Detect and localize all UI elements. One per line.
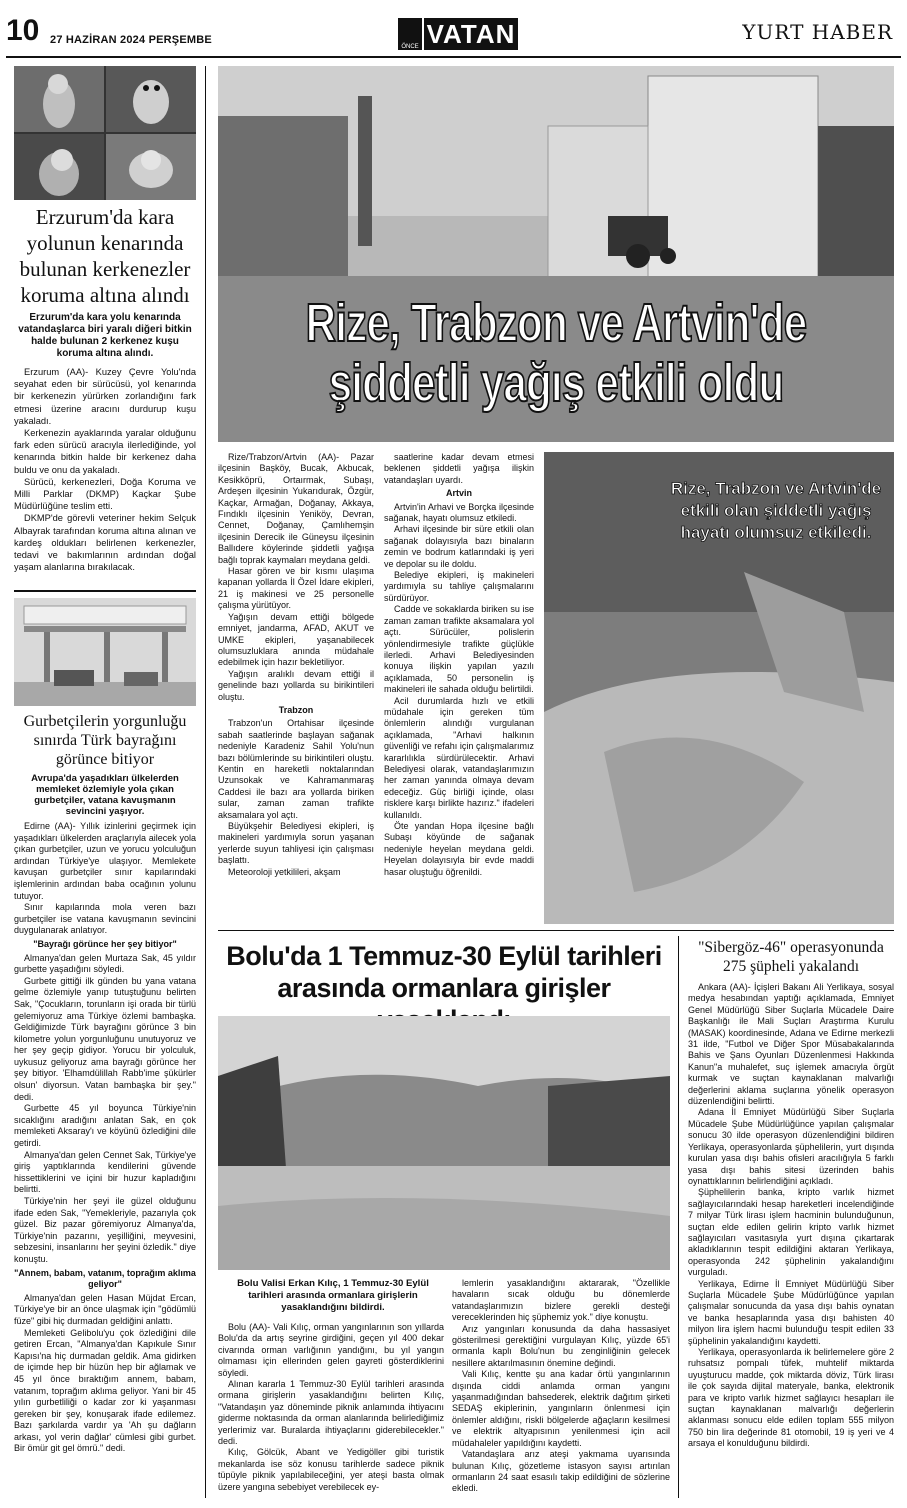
paragraph: Şüphelilerin banka, kripto varlık hizmet sağlayıcılarındaki hesap hareketleri incelendiğinde 7 milyar Türk lirası işlem hacminin bulunduğunun, suçtan elde edilen gelirin kripto varlık hizmet sağlayıcıları vasıtasıyla yurt dışına çıkartarak akladıklarının tespit edildiğini aktaran Yerlikaya, operasyonda 242 şüphelinin yakalandığını vurguladı. bbox=[688, 1187, 894, 1278]
paragraph: Yağışın aralıklı devam ettiği il genelinde bazı yollarda su birikintileri oluştu. bbox=[218, 668, 374, 702]
section-title: YURT HABER bbox=[742, 20, 893, 44]
gurbetci-body bbox=[14, 821, 196, 1455]
sibergoz-title: "Sibergöz-46" operasyonunda 275 şüpheli yakalandı bbox=[698, 939, 884, 975]
paragraph: Hasar gören ve bir kısmı ulaşıma kapanan yollarda İl Özel İdare ekipleri, 21 iş makinesi ve 25 personelle çalışma yürütüyor. bbox=[218, 566, 374, 611]
gurbetci-dek: Avrupa'da yaşadıkları ülkelerden memleket özlemiyle yola çıkan gurbetçiler, vatana kavuşmanın sevincini yaşıyor. bbox=[31, 773, 179, 817]
rize-col-2 bbox=[384, 452, 534, 878]
paragraph: DKMP'de görevli veteriner hekim Selçuk Albayrak tarafından koruma altına alınan ve kardeş oldukları belirlenen kerkenezler, tedavi ve bakımlarının ardından doğal yaşam alanlarına bırakılacak. bbox=[14, 513, 196, 573]
border-gate-photo bbox=[14, 598, 196, 706]
subhead: "Annem, babam, vatanım, toprağım aklıma geliyor" bbox=[14, 1267, 196, 1290]
kestrel-photo bbox=[14, 66, 196, 200]
paragraph: Gurbete gittiği ilk günden bu yana vatana gelme özlemiyle yanıp tutuştuğunu belirten Sak, "Çocukların, torunların işi orada bir türlü gelemiyoruz ama Türkiye özlemi bambaşka. Geldiğimizde Türk bayrağını görünce 3 bin kilometre yolun yorgunluğunu unutuyoruz ve her şey geçip gidiyor. Yorucu bir yolculuk, uykusuz geliyoruz ama bayrağı görünce her şey bitiyor. 'Elhamdülillah Rabb'ime şükürler olsun' diyorsun. Vatan bambaşka bir şey." dedi. bbox=[14, 975, 196, 1102]
paragraph: Vali Kılıç, kentte şu ana kadar örtü yangınlarının dışında ciddi anlamda orman yangını yaşanmadığından bahsederek, elektrik dağıtım şirketi SEDAŞ ekiplerinin, yangınların önlenmesi için önlemler aldığını, riskli bölgelerde ağaçların kesilmesi ve elektrik altyapısının yenilenmesi için acil müdahaleler yapıldığını kaydetti. bbox=[452, 1369, 670, 1448]
mid-rule bbox=[218, 930, 894, 931]
column-divider bbox=[205, 66, 206, 1498]
paragraph: Sürücü, kerkenezleri, Doğa Koruma ve Milli Parklar (DKMP) Kaçkar Şube Müdürlüğüne teslim etti. bbox=[14, 476, 196, 512]
paragraph: Öte yandan Hopa ilçesine bağlı Subaşı köyünde de sağanak nedeniyle heyelan meydana geldi. Heyelan dolayısıyla bir evde maddi hasar oluştuğu öğrenildi. bbox=[384, 821, 534, 877]
bolu-col-2 bbox=[452, 1278, 670, 1495]
gurbetci-title: Gurbetçilerin yorgunluğu sınırda Türk bayrağını görünce bitiyor bbox=[23, 713, 187, 768]
paragraph: Memleketi Gelibolu'yu çok özlediğini dile getiren Ercan, "Almanya'dan Kapıkule Sınır Kapısı'na hiç durmadan geldik. Ama gidirken de içimde hep bir hüzün hep bir ağlamak ve 45 yıl önce bıraktığım annem, babam, vatanım, toprağım aklıma geliyor. Yani bir 45 yılın gurbetliliği o kadar zor ki yaşanması gereken bir şey, konuşarak ifade edilemez. Bazı şarkılarda vardır ya 'Ah şu dağların arkası, yol verin dağlar' cümlesi gibi gurbet. Bir ömür git gel ömrü." dedi. bbox=[14, 1327, 196, 1454]
lake-forest-photo bbox=[218, 1016, 670, 1270]
bolu-headline: Bolu'da 1 Temmuz-30 Eylül tarihleri arasında ormanlara girişler bbox=[226, 941, 662, 1003]
paragraph: Gurbette 45 yıl boyunca Türkiye'nin sıcaklığını aradığını anlatan Sak, en çok memleketi Aksaray'ı ve köyünü özlediğini dile getirdi. bbox=[14, 1103, 196, 1149]
paragraph: lemlerin yasaklandığını aktararak, "Özellikle havaların sıcak olduğu bu dönemlerde vatandaşlarımızın bizlere gerekli desteği vereceklerinden hiç şüphemiz yok." diye konuştu. bbox=[452, 1278, 670, 1323]
right-column-divider bbox=[678, 936, 679, 1498]
newspaper-logo[interactable] bbox=[398, 18, 518, 50]
paragraph: Rize/Trabzon/Artvin (AA)- Pazar ilçesinin Başköy, Bucak, Akbucak, Kesikköprü, Ortaırmak, Subaşı, Ardeşen ilçesinin Yukarıdurak, Özgür, Kaçkar, Armağan, Doğanay, Akkaya, Fındıklı ilçesinin Yeniköy, Devran, Cennet, Doğanay, Çamlıhemşin ilçesinin Derecik ile Güneysu ilçesinin Ballıdere köylerinde şiddetli yağışa bağlı toprak kaymaları meydana geldi. bbox=[218, 452, 374, 565]
bolu-caption: Bolu Valisi Erkan Kılıç, 1 Temmuz-30 Eylül tarihleri arasında ormanlara girişlerin yasaklandığını bildirdi. bbox=[237, 1278, 429, 1313]
sibergoz-body bbox=[688, 982, 894, 1450]
kerkenez-dek: Erzurum'da kara yolu kenarında vatandaşlarca biri yaralı diğeri bitkin halde bulunan 2 kerkenez kuşu koruma altına alındı. bbox=[18, 312, 192, 359]
paragraph: Acil durumlarda hızlı ve etkili müdahale için gereken tüm önlemlerin alındığı vurgulanan açıklamada, "Arhavi halkının güvenliği ve refahı için çalışmalarımız kararlılıkla sürdürülecektir. Arhavi Belediyesi olarak, vatandaşlarımızın her zaman yanında olmaya devam edeceğiz. Güç birliği içinde, olası risklere karşı birlikte hazırız." ifadeleri kullanıldı. bbox=[384, 695, 534, 820]
paragraph: Yağışın devam ettiği bölgede emniyet, jandarma, AFAD, AKUT ve UMKE ekipleri, yaşanabilecek olumsuzluklara anında müdahale edebilmek için hazır bekletiliyor. bbox=[218, 611, 374, 668]
gurbetci-article bbox=[14, 712, 196, 1455]
paragraph: Ankara (AA)- İçişleri Bakanı Ali Yerlikaya, sosyal medya hesabından yaptığı açıklamada, Emniyet Genel Müdürlüğü Siber Suçlarla Mücadele Daire Başkanlığı ile Mali Suçları Araştırma Kurulu (MASAK) koordinesinde, Adana ve Edirne merkezli 31 ilde, "Futbol ve Diğer Spor Müsabakalarında Bahis ve Şans Oyunları Düzenlenmesi Hakkında Kanun"a muhalefet, suç işlemek amacıyla örgüt kurmak ve suçtan kaynaklanan malvarlığı değerlerini aklama suçlarına yönelik operasyon düzenlendiğini belirtti. bbox=[688, 982, 894, 1107]
kerkenez-title: Erzurum'da kara yolunun kenarında bulunan kerkenezler koruma altına alındı bbox=[19, 205, 191, 307]
paragraph: Arız yangınları konusunda da daha hassasiyet gösterilmesi gerektiğini vurgulayan Kılıç, yüzde 65'i ormanla kaplı Bolu'nun bu zenginliğinin gelecek nesillere aktarılmasının önemine değindi. bbox=[452, 1323, 670, 1368]
paragraph: Meteoroloji yetkilileri, akşam bbox=[228, 866, 341, 877]
border-gate-art bbox=[14, 598, 196, 706]
paragraph: Cadde ve sokaklarda biriken su ise zaman zaman trafikte aksamalara yol açtı. Sürücüler, polislerin yönlendirmesiyle trafikte güçlükle ilerledi. Arhavi Belediyesinden konuya ilişkin yapılan yazılı açıklamada, 50 personelin iş makineleri ile sahada olduğu belirtildi. bbox=[384, 604, 534, 695]
subhead-trabzon: Trabzon bbox=[278, 704, 314, 715]
page-number: 10 bbox=[6, 14, 40, 47]
paragraph: Alınan kararla 1 Temmuz-30 Eylül tarihleri arasında ormana girişlerin yasaklandığını belirten Kılıç, "Vatandaşın yaz döneminde piknik anlamında ihtiyacını giderme noktasında da orman alanlarında belirlediğimiz yerlerimiz var. Buralarda ihtiyaçlarını giderebilecekler." dedi. bbox=[218, 1379, 444, 1447]
logo-text: VATAN bbox=[424, 18, 518, 50]
logo-mini-mark: ÖNCE bbox=[398, 18, 422, 50]
paragraph: Kılıç, Gölcük, Abant ve Yedigöller gibi turistik mekanlarda ise söz konusu tarihlerde sadece piknik tüpüyle piknik yapılabileceğini, yer ateşi basta olmak üzere yangına sebebiyet verebilecek ey- bbox=[218, 1447, 444, 1492]
paragraph: Almanya'dan gelen Hasan Müjdat Ercan, Türkiye'ye bir an önce ulaşmak için "gödümlü füze" gibi hiç durmadan geldiğini anlattı. bbox=[14, 1292, 196, 1326]
paragraph: Büyükşehir Belediyesi ekipleri, iş makineleri yardımıyla sorun yaşanan yerlerde suyun tahliyesi için çalışması başlattı. bbox=[218, 821, 374, 866]
landslide-caption: Rize, Trabzon ve Artvin'de etkili olan şiddetli yağış hayatı olumsuz etkiledi. bbox=[670, 479, 882, 542]
sibergoz-article bbox=[688, 938, 894, 1450]
paragraph: Artvin'in Arhavi ve Borçka ilçesinde sağanak, hayatı olumsuz etkiledi. bbox=[384, 501, 534, 524]
paragraph: Yerlikaya, Edirne İl Emniyet Müdürlüğü Siber Suçlarla Mücadele Şube Müdürlüğünce yapılan çalışmalar sonucunda da yasa dışı bahis oynatan ve banka hesaplarında yasa dışı bahisten 40 milyon lira işlem hacmi bulunduğu tespit edilen 33 şüphelinin yakalandığını kaydetti. bbox=[688, 1278, 894, 1346]
subhead-artvin: Artvin bbox=[445, 488, 472, 499]
paragraph: Belediye ekipleri, iş makineleri yardımıyla su tahliye çalışmalarını sürdürüyor. bbox=[384, 570, 534, 603]
paragraph: Almanya'dan gelen Cennet Sak, Türkiye'ye giriş yaptıklarında kendilerini güvende hissettiklerini ve içini bir huzur kapladığını belirtti. bbox=[14, 1149, 196, 1195]
rize-col-1 bbox=[218, 452, 374, 878]
paragraph: Edirne (AA)- Yıllık izinlerini geçirmek için yaşadıkları ülkelerden araçlarıyla ailecek yola çıkan gurbetçiler, uzun ve yorucu yolculuğun ardından Türkiye'ye ulaşıyor. Memlekete kavuşan gurbetçiler sınır kapılarındaki işlemlerinin ardından baba ocağının yolunu tutuyor. bbox=[14, 821, 196, 901]
paragraph: saatlerine kadar devam etmesi beklenen şiddetli yağışa ilişkin vatandaşları uyardı. bbox=[384, 452, 534, 485]
left-divider bbox=[14, 590, 196, 592]
paragraph: Kerkenezin ayaklarında yaralar olduğunu fark eden sürücü aracıyla ilerlediğinde, yol kenarında bitkin halde bir kerkenez daha buldu ve onu da yakaladı. bbox=[14, 428, 196, 475]
paragraph: Erzurum (AA)- Kuzey Çevre Yolu'nda seyahat eden bir sürücüsü, yol kenarında bir kerkenezin yürürken zorlandığını fark etmesi üzerine aracını durdurup kuşu yakaladı. bbox=[14, 367, 196, 426]
bolu-col-1 bbox=[218, 1322, 444, 1493]
paragraph: Adana İl Emniyet Müdürlüğü Siber Suçlarla Mücadele Şube Müdürlüğünce yapılan çalışmalar sonucu 30 ilde operasyon düzenlendiğini bildiren Yerlikaya, operasyonlarda şüphelilerin, yurt dışında kurulan yasa dışı bahis ofisleri aracılığıyla 5 farklı yasa dışı bahis sitesi üzerinden bahis oynattıklarının belirlendiğini açıkladı. bbox=[688, 1107, 894, 1186]
paragraph: Arhavi ilçesinde bir süre etkili olan sağanak dolayısıyla bazı binaların zemin ve bodrum katlarındaki iş yeri ve depolar su ile doldu. bbox=[384, 524, 534, 569]
kestrel-photo-art bbox=[14, 66, 196, 200]
subhead: "Bayrağı görünce her şey bitiyor" bbox=[33, 938, 177, 949]
rize-headline: Rize, Trabzon ve Artvin'de şiddetli yağış etkili oldu bbox=[305, 293, 807, 413]
paragraph: Almanya'dan gelen Murtaza Sak, 45 yıldır gurbette yaşadığını söyledi. bbox=[14, 952, 196, 975]
rize-headline-wrap bbox=[150, 288, 907, 418]
paragraph: Vatandaşlara arız ateşi yakmama uyarısında bulunan Kılıç, gözetleme istasyon sayısı artırılan ormanların 24 saat esasılı takip edildiğini de sözlerine ekledi. bbox=[452, 1449, 670, 1494]
issue-date: 27 HAZİRAN 2024 PERŞEMBE bbox=[50, 34, 212, 46]
paragraph: Bolu (AA)- Vali Kılıç, orman yangınlarının son yıllarda Bolu'da da artış seyrine girdiğini, geçen yıl 400 dekar civarında orman varlığının yandığını, bu yıl yangın olmaması için ellerinden gelen gayreti gösterdiklerini söyledi. bbox=[218, 1322, 444, 1378]
paragraph: Sınır kapılarında mola veren bazı gurbetçiler ise vatana kavuşmanın sevincini duygulanarak anlatıyor. bbox=[14, 902, 196, 936]
header-rule bbox=[6, 56, 901, 58]
paragraph: Türkiye'nin her şeyi ile güzel olduğunu ifade eden Sak, "Yemekleriyle, pazarıyla çok güzel. Biz pazar göremiyoruz Almanya'da, Türkiye'nin pazarını, yeşilliğini, meyvesini, sebzesini, insanlarını her şeyini özledik." diye konuştu. bbox=[14, 1196, 196, 1264]
lake-forest-art bbox=[218, 1016, 670, 1270]
paragraph: Trabzon'un Ortahisar ilçesinde sabah saatlerinde başlayan sağanak nedeniyle Karadeniz Sahil Yolu'nun bazı bölümlerinde su birikintileri oluştu. Kentin en hareketli noktalarından Uzunsokak ve Kahramanmaraş Caddesi ile bazı ara yollarda biriken sular, zaman zaman trafikte aksamalara yol açtı. bbox=[218, 718, 374, 820]
paragraph: Yerlikaya, operasyonlarda ik belirlemelere göre 2 ruhsatsız pompalı tüfek, muhtelif miktarda uyuşturucu madde, çok miktarda döviz, Türk lirası ile çok sayıda dijital materyale, banka, elektronik para ve kripto varlık hizmet sağlayıcı hesapları ile suçtan kaynaklanan malvarlığı değerlerin aklanması sonucu elde edilen toplam 555 milyon 750 bin lira değerinde 81 otomobil, 19 iş yeri ve 4 arsaya el konulduğunu bildirdi. bbox=[688, 1347, 894, 1449]
